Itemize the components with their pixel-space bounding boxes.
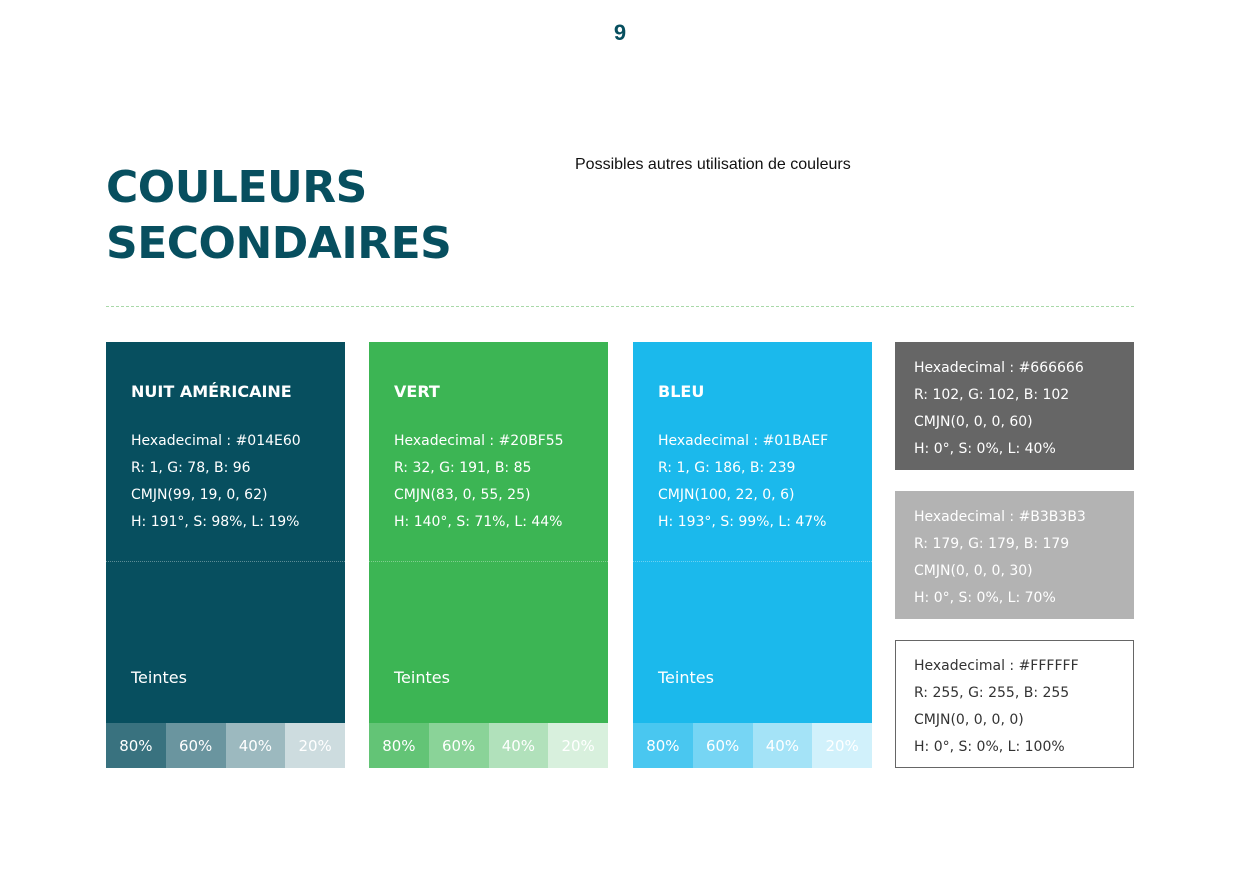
card-separator xyxy=(369,561,608,562)
page-subtitle: Possibles autres utilisation de couleurs xyxy=(575,156,851,173)
card-separator xyxy=(106,561,345,562)
tint-swatch-60: 60% xyxy=(166,723,226,768)
tint-swatch-40: 40% xyxy=(489,723,549,768)
tint-swatches xyxy=(106,723,345,768)
page-title-line-2: SECONDAIRES xyxy=(106,218,452,269)
page-title-line-1: COULEURS xyxy=(106,162,367,213)
card-separator xyxy=(633,561,872,562)
tint-swatches xyxy=(369,723,608,768)
color-codes xyxy=(658,428,828,536)
color-card-bleu xyxy=(633,342,872,768)
tints-label: Teintes xyxy=(658,668,714,687)
rgb-value: R: 32, G: 191, B: 85 xyxy=(394,460,532,476)
hsl-value: H: 0°, S: 0%, L: 40% xyxy=(914,441,1056,457)
page-title xyxy=(106,160,451,272)
gray-card-666666 xyxy=(895,342,1134,470)
gray-card-ffffff xyxy=(895,640,1134,768)
hsl-value: H: 140°, S: 71%, L: 44% xyxy=(394,514,563,530)
hsl-value: H: 0°, S: 0%, L: 100% xyxy=(914,739,1065,755)
hsl-value: H: 0°, S: 0%, L: 70% xyxy=(914,590,1056,606)
hex-value: Hexadecimal : #B3B3B3 xyxy=(914,509,1086,525)
dashed-divider xyxy=(106,306,1134,307)
tints-label: Teintes xyxy=(394,668,450,687)
rgb-value: R: 179, G: 179, B: 179 xyxy=(914,536,1070,552)
hsl-value: H: 193°, S: 99%, L: 47% xyxy=(658,514,827,530)
cmjn-value: CMJN(99, 19, 0, 62) xyxy=(131,487,268,503)
color-codes xyxy=(394,428,564,536)
cmjn-value: CMJN(0, 0, 0, 60) xyxy=(914,414,1033,430)
tint-swatch-80: 80% xyxy=(106,723,166,768)
hsl-value: H: 191°, S: 98%, L: 19% xyxy=(131,514,300,530)
rgb-value: R: 102, G: 102, B: 102 xyxy=(914,387,1070,403)
color-card-vert xyxy=(369,342,608,768)
tint-swatch-80: 80% xyxy=(369,723,429,768)
hex-value: Hexadecimal : #20BF55 xyxy=(394,433,564,449)
cmjn-value: CMJN(100, 22, 0, 6) xyxy=(658,487,795,503)
tints-label: Teintes xyxy=(131,668,187,687)
color-codes xyxy=(131,428,301,536)
tint-swatch-20: 20% xyxy=(285,723,345,768)
tint-swatch-60: 60% xyxy=(693,723,753,768)
gray-card-b3b3b3 xyxy=(895,491,1134,619)
tint-swatch-60: 60% xyxy=(429,723,489,768)
tint-swatch-40: 40% xyxy=(226,723,286,768)
color-name: VERT xyxy=(394,382,440,401)
hex-value: Hexadecimal : #01BAEF xyxy=(658,433,829,449)
cmjn-value: CMJN(83, 0, 55, 25) xyxy=(394,487,531,503)
hex-value: Hexadecimal : #FFFFFF xyxy=(914,658,1079,674)
color-name: NUIT AMÉRICAINE xyxy=(131,382,292,401)
rgb-value: R: 255, G: 255, B: 255 xyxy=(914,685,1070,701)
color-card-nuit-americaine xyxy=(106,342,345,768)
tint-swatch-40: 40% xyxy=(753,723,813,768)
hex-value: Hexadecimal : #666666 xyxy=(914,360,1084,376)
color-name: BLEU xyxy=(658,382,705,401)
tint-swatches xyxy=(633,723,872,768)
tint-swatch-20: 20% xyxy=(548,723,608,768)
tint-swatch-20: 20% xyxy=(812,723,872,768)
cmjn-value: CMJN(0, 0, 0, 0) xyxy=(914,712,1024,728)
rgb-value: R: 1, G: 186, B: 239 xyxy=(658,460,796,476)
cmjn-value: CMJN(0, 0, 0, 30) xyxy=(914,563,1033,579)
page-number: 9 xyxy=(613,20,627,45)
rgb-value: R: 1, G: 78, B: 96 xyxy=(131,460,251,476)
tint-swatch-80: 80% xyxy=(633,723,693,768)
hex-value: Hexadecimal : #014E60 xyxy=(131,433,301,449)
